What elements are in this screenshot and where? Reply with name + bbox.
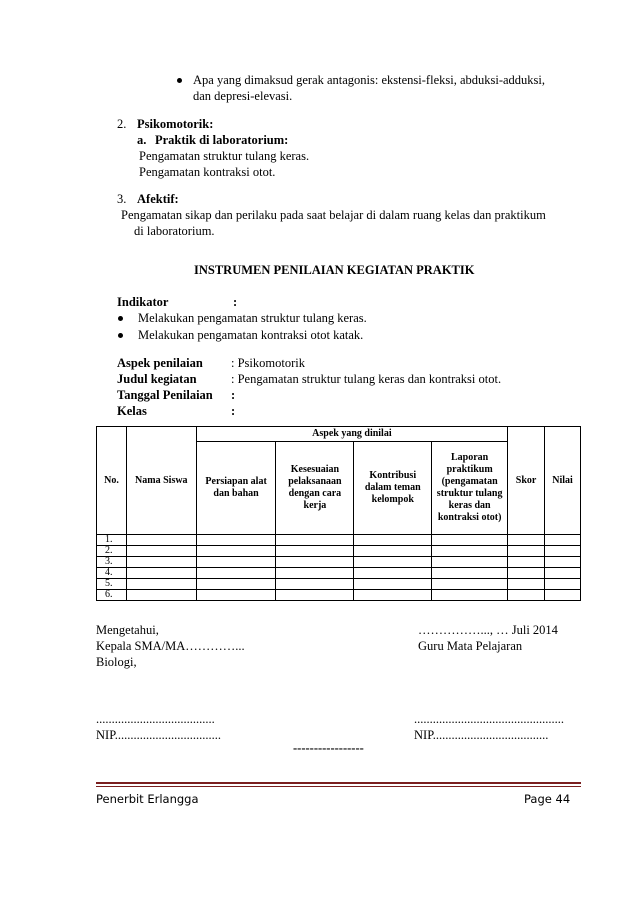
- signature-right-nip: NIP.....................................: [414, 728, 549, 742]
- instrumen-title: INSTRUMEN PENILAIAN KEGIATAN PRAKTIK: [194, 263, 475, 277]
- psikomotorik-number: 2.: [117, 117, 127, 131]
- meta-value-kelas: :: [231, 404, 236, 418]
- row-number: 3.: [97, 557, 127, 568]
- header-nilai: Nilai: [545, 427, 581, 535]
- header-kesesuaian: Kesesuaian pelaksanaan dengan cara kerja: [276, 442, 354, 535]
- intro-bullet-line2: dan depresi-elevasi.: [193, 89, 293, 103]
- header-persiapan: Persiapan alat dan bahan: [196, 442, 276, 535]
- header-laporan: Laporan praktikum (pengamatan struktur tulang keras dan kontraksi otot): [432, 442, 508, 535]
- row-number: 5.: [97, 579, 127, 590]
- table-row: [97, 579, 581, 590]
- indikator-label: Indikator: [117, 295, 169, 309]
- indikator-colon: :: [233, 295, 238, 309]
- signature-separator: -----------------: [293, 741, 364, 755]
- header-kontribusi: Kontribusi dalam teman kelompok: [354, 442, 432, 535]
- table-row: [97, 557, 581, 568]
- signature-right-line1: ……………..., … Juli 2014: [418, 623, 558, 637]
- psikomotorik-item: Pengamatan struktur tulang keras.: [139, 149, 310, 163]
- assessment-table: [96, 426, 581, 601]
- footer-publisher: Penerbit Erlangga: [96, 792, 199, 806]
- afektif-heading: Afektif:: [137, 192, 179, 206]
- bullet-icon: [118, 316, 123, 321]
- intro-bullet-line1: Apa yang dimaksud gerak antagonis: ekstensi-fleksi, abduksi-adduksi,: [193, 73, 546, 87]
- table-row: [97, 568, 581, 579]
- signature-left-nip: NIP..................................: [96, 728, 222, 742]
- footer-rule: [96, 786, 581, 787]
- signature-right-dots: ................................................: [414, 712, 564, 726]
- meta-value-aspek: : Psikomotorik: [231, 356, 305, 370]
- afektif-line2: di laboratorium.: [134, 224, 215, 238]
- bullet-icon: [177, 78, 182, 83]
- afektif-number: 3.: [117, 192, 127, 206]
- signature-left-dots: ......................................: [96, 712, 215, 726]
- row-number: 4.: [97, 568, 127, 579]
- table-row: [97, 546, 581, 557]
- signature-left-line1: Mengetahui,: [96, 623, 159, 637]
- header-nama-siswa: Nama Siswa: [126, 427, 196, 535]
- meta-label-tanggal: Tanggal Penilaian: [117, 388, 213, 402]
- header-aspek-group: Aspek yang dinilai: [196, 427, 507, 442]
- signature-left-line3: Biologi,: [96, 655, 137, 669]
- psikomotorik-sub-label: a.: [137, 133, 147, 147]
- meta-value-tanggal: :: [231, 388, 236, 402]
- header-skor: Skor: [508, 427, 545, 535]
- row-number: 1.: [97, 535, 127, 546]
- bullet-icon: [118, 333, 123, 338]
- table-row: [97, 590, 581, 601]
- psikomotorik-sub-heading: Praktik di laboratorium:: [155, 133, 289, 147]
- afektif-line1: Pengamatan sikap dan perilaku pada saat belajar di dalam ruang kelas dan praktikum: [121, 208, 546, 222]
- indikator-item: Melakukan pengamatan struktur tulang keras.: [138, 311, 367, 325]
- header-no: No.: [97, 427, 127, 535]
- meta-label-kelas: Kelas: [117, 404, 147, 418]
- footer-rule: [96, 782, 581, 784]
- psikomotorik-item: Pengamatan kontraksi otot.: [139, 165, 276, 179]
- meta-value-judul: : Pengamatan struktur tulang keras dan kontraksi otot.: [231, 372, 502, 386]
- meta-label-judul: Judul kegiatan: [117, 372, 197, 386]
- row-number: 2.: [97, 546, 127, 557]
- psikomotorik-heading: Psikomotorik:: [137, 117, 214, 131]
- table-row: [97, 535, 581, 546]
- signature-left-line2: Kepala SMA/MA…………...: [96, 639, 245, 653]
- footer-page-number: Page 44: [524, 792, 571, 806]
- meta-label-aspek: Aspek penilaian: [117, 356, 203, 370]
- row-number: 6.: [97, 590, 127, 601]
- indikator-item: Melakukan pengamatan kontraksi otot katak.: [138, 328, 364, 342]
- signature-right-line2: Guru Mata Pelajaran: [418, 639, 523, 653]
